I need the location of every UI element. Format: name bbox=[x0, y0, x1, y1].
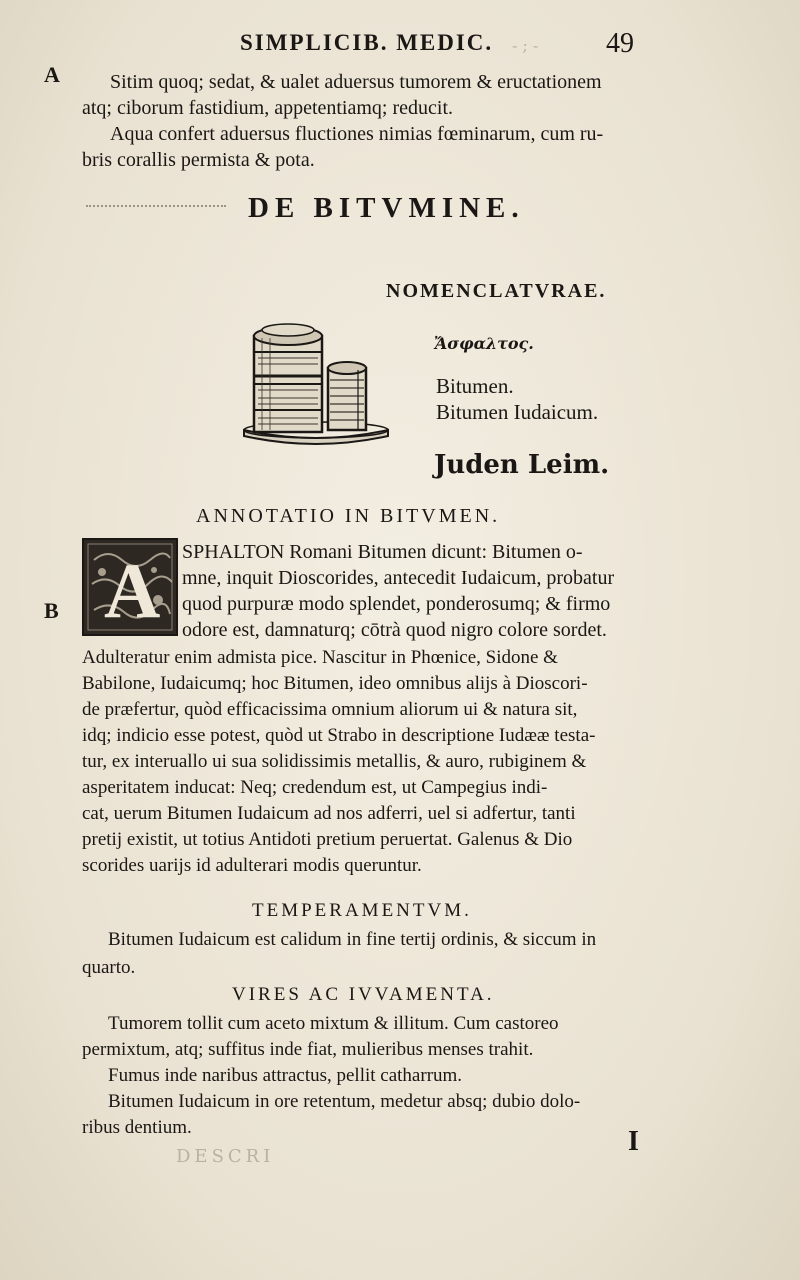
page-number: 49 bbox=[606, 28, 634, 59]
nomenclature-latin-1: Bitumen. bbox=[436, 374, 514, 398]
initial-letter: A bbox=[104, 547, 161, 634]
annotatio-line-2: mne, inquit Dioscorides, antecedit Iudaicum, probatur bbox=[182, 567, 615, 589]
intro-line-2: atq; ciborum fastidium, appetentiamq; reducit. bbox=[82, 97, 454, 119]
vires-line-3: Fumus inde naribus attractus, pellit catharrum. bbox=[108, 1065, 463, 1086]
intro-line-1: Sitim quoq; sedat, & ualet aduersus tumorem & eructationem bbox=[110, 71, 602, 93]
annotatio-line-8: idq; indicio esse potest, quòd ut Strabo in descriptione Iudææ testa- bbox=[82, 725, 596, 746]
woodcut-bitumen-vessels-image bbox=[236, 318, 396, 450]
vires-line-4: Bitumen Iudaicum in ore retentum, medetur absq; dubio dolo- bbox=[108, 1091, 581, 1112]
vires-line-1: Tumorem tollit cum aceto mixtum & illitum. Cum castoreo bbox=[108, 1013, 559, 1034]
annotatio-line-13: scorides uarijs id adulterari modis queruntur. bbox=[82, 855, 422, 876]
vires-line-2: permixtum, atq; suffitus inde fiat, mulieribus menses trahit. bbox=[82, 1039, 534, 1060]
vires-heading: VIRES AC IVVAMENTA. bbox=[232, 984, 495, 1005]
temperamentum-line-2: quarto. bbox=[82, 957, 136, 978]
temperamentum-line-1: Bitumen Iudaicum est calidum in fine tertij ordinis, & siccum in bbox=[108, 929, 597, 950]
annotatio-line-6: Babilone, Iudaicumq; hoc Bitumen, ideo omnibus alijs à Dioscori- bbox=[82, 673, 588, 694]
nomenclature-greek: Ἄσφαλτος. bbox=[434, 334, 534, 353]
nomenclature-german: Juden Leim. bbox=[434, 450, 610, 480]
margin-letter-a: A bbox=[44, 62, 60, 87]
header-ghost-mark: - ; - bbox=[512, 36, 539, 55]
intro-line-4: bris corallis permista & pota. bbox=[82, 149, 315, 171]
annotatio-line-7: de præfertur, quòd efficacissima omnium aliorum ui & natura sit, bbox=[82, 699, 578, 720]
decorated-initial bbox=[82, 538, 178, 636]
nomenclature-latin-2: Bitumen Iudaicum. bbox=[436, 400, 599, 424]
annotatio-line-5: Adulteratur enim admista pice. Nascitur in Phœnice, Sidone & bbox=[82, 647, 558, 668]
annotatio-line-1: SPHALTON Romani Bitumen dicunt: Bitumen o- bbox=[182, 541, 583, 563]
temperamentum-heading: TEMPERAMENTVM. bbox=[252, 900, 472, 921]
annotatio-line-10: asperitatem inducat: Neq; credendum est, ut Campegius indi- bbox=[82, 777, 548, 798]
annotatio-line-4: odore est, damnaturq; cōtrà quod nigro colore sordet. bbox=[182, 619, 607, 641]
annotatio-heading: ANNOTATIO IN BITVMEN. bbox=[196, 505, 501, 527]
vires-line-5: ribus dentium. bbox=[82, 1117, 192, 1138]
annotatio-line-3: quod purpuræ modo splendet, ponderosumq; & firmo bbox=[182, 593, 611, 615]
margin-letter-b: B bbox=[44, 598, 59, 623]
nomenclature-heading: NOMENCLATVRAE. bbox=[386, 280, 607, 302]
title-ornament bbox=[86, 205, 226, 209]
chapter-title: DE BITVMINE. bbox=[248, 192, 525, 224]
annotatio-line-9: tur, ex interuallo ui sua solidissimis metallis, & auro, rubiginem & bbox=[82, 751, 587, 772]
annotatio-line-11: cat, uerum Bitumen Iudaicum ad nos adferri, uel si adfertur, tanti bbox=[82, 803, 576, 824]
signature-mark: I bbox=[628, 1126, 639, 1157]
bleed-through-text: DESCRI bbox=[176, 1146, 275, 1167]
running-title: SIMPLICIB. MEDIC. bbox=[240, 30, 494, 55]
annotatio-line-12: pretij existit, ut totius Antidoti pretium peruertat. Galenus & Dio bbox=[82, 829, 573, 850]
intro-line-3: Aqua confert aduersus fluctiones nimias fœminarum, cum ru- bbox=[110, 123, 604, 145]
